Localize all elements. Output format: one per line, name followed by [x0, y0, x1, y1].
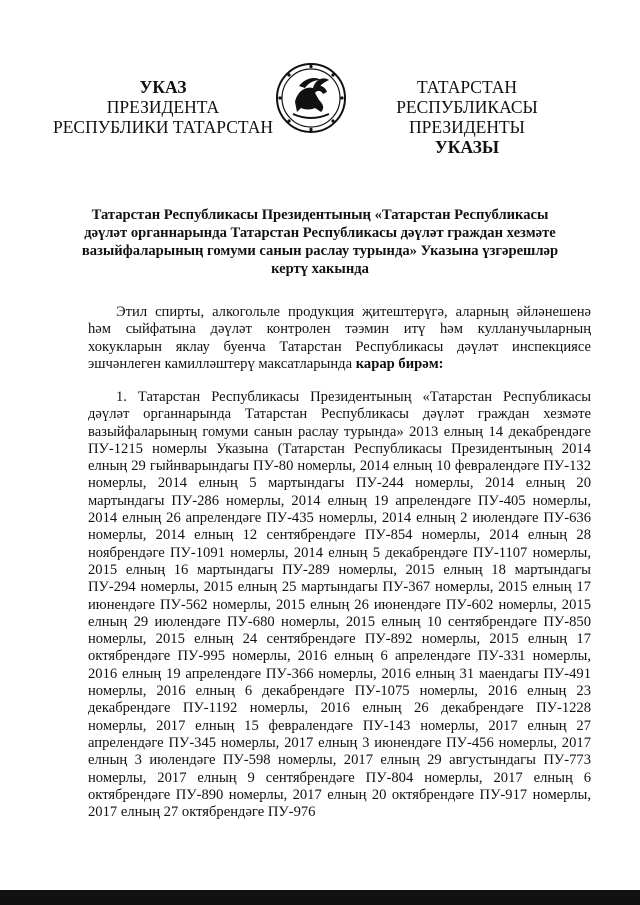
decree-phrase-colon: :: [438, 355, 444, 372]
header-left-line-3: РЕСПУБЛИКИ ТАТАРСТАН: [52, 117, 273, 137]
item-1-text: 1. Татарстан Республикасы Президентының «Татарстан Республикасы дәүләт органнарында Татарстан Республикасы дәүләт граждан хезмәте вазыйфаларының гомуми санын раслау турында» 2013 елның 14 декабрендәге ПУ-1215 номерлы Указына (Татарстан Республикасы Президентының 2014 елның 29 гыйнварындагы ПУ-80 номерлы, 2014 елның 10 февралендәге ПУ-132 номерлы, 2014 елның 5 мартындагы ПУ-244 номерлы, 2014 елның 20 мартындагы ПУ-286 номерлы, 2014 елның 19 апрелендәге ПУ-405 номерлы, 2014 елның 26 апрелендәге ПУ-435 номерлы, 2014 елның 2 июлендәге ПУ-636 номерлы, 2014 елның 12 сентябрендәге ПУ-854 номерлы, 2014 елның 28 ноябрендәге ПУ-1091 номерлы, 2014 елның 5 декабрендәге ПУ-1107 номерлы, 2015 елның 16 мартындагы ПУ-289 номерлы, 2015 елның 18 мартындагы ПУ-294 номерлы, 2015 елның 25 мартындагы ПУ-367 номерлы, 2015 елның 17 июнендәге ПУ-562 номерлы, 2015 елның 26 июнендәге ПУ-602 номерлы, 2015 елның 29 июлендәге ПУ-680 номерлы, 2015 елның 10 сентябрендәге ПУ-850 номерлы, 2015 елның 24 сентябрендәге ПУ-892 номерлы, 2015 елның 17 октябрендәге ПУ-995 номерлы, 2016 елның 6 апрелендәге ПУ-331 номерлы, 2016 елның 19 апрелендәге ПУ-366 номерлы, 2016 елның 31 маендагы ПУ-491 номерлы, 2016 елның 6 декабрендәге ПУ-1075 номерлы, 2016 елның 23 декабрендәге ПУ-1192 номерлы, 2016 елның 26 декабрендәге ПУ-1228 номерлы, 2017 елның 15 февралендәге ПУ-143 номерлы, 2017 елның 27 апрелендәге ПУ-345 номерлы, 2017 елның 3 июнендәге ПУ-456 номерлы, 2017 елның 3 июлендәге ПУ-598 номерлы, 2017 елның 29 августындагы ПУ-773 номерлы, 2017 елның 9 сентябрендәге ПУ-804 номерлы, 2017 елның 6 октябрендәге ПУ-890 номерлы, 2017 елның 20 октябрендәге ПУ-917 номерлы, 2017 елның 27 октябрендәге ПУ-976: [88, 389, 591, 821]
preamble-text: Этил спирты, алкогольле продукция җитештерүгә, аларның әйләнешенә һәм сыйфатына дәүләт контролен тәэмин итү һәм кулланучыларның хокукларын яклау буенча Татарстан Республикасы дәүләт инспекциясе эшчәнлеген камилләштерү максатларында: [88, 304, 591, 372]
header-left-line-1: УКАЗ: [139, 77, 187, 97]
header-right-line-1: ТАТАРСТАН РЕСПУБЛИКАСЫ: [396, 77, 538, 117]
header-right-line-2: ПРЕЗИДЕНТЫ: [409, 117, 525, 137]
decree-title: Татарстан Республикасы Президентының «Татарстан Республикасы дәүләт органнарында Татарстан Республикасы дәүләт граждан хезмәте вазыйфаларының гомуми санын раслау турында» Указына үзгәрешләр кертү хакында: [81, 207, 559, 277]
preamble-paragraph: [88, 304, 591, 373]
header-left-line-2: ПРЕЗИДЕНТА: [106, 97, 220, 117]
header-right-line-3: УКАЗЫ: [434, 137, 500, 157]
header-right-tatar: [352, 77, 582, 157]
scan-bottom-edge: [0, 890, 640, 905]
item-1-paragraph: [88, 389, 591, 821]
decree-phrase: карар бирәм: [355, 355, 439, 372]
tatarstan-coat-of-arms-icon: [275, 62, 347, 134]
header-left-russian: [48, 77, 278, 137]
